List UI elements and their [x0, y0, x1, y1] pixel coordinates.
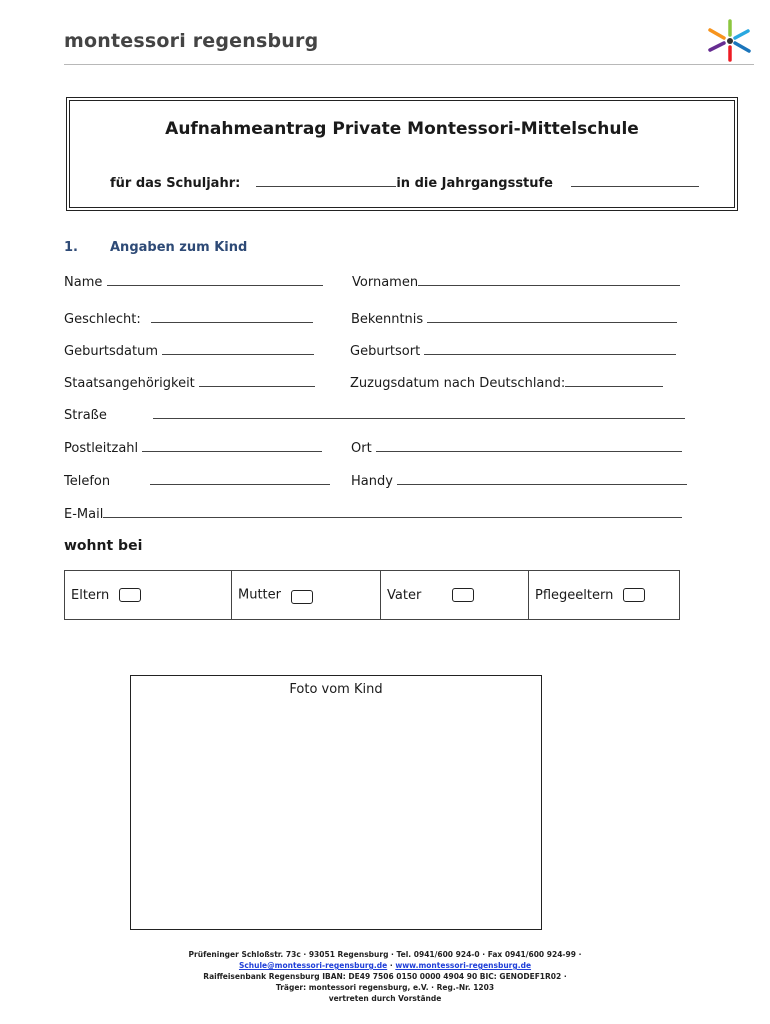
schoolyear-line — [110, 175, 699, 191]
school-email-link[interactable]: Schule@montessori-regensburg.de — [238, 961, 388, 970]
grade-label: in die Jahrgangsstufe — [396, 176, 554, 191]
geburtsort-label: Geburtsort — [350, 344, 421, 359]
geburtsort-field[interactable] — [424, 343, 676, 355]
footer — [0, 949, 770, 1004]
footer-representation: vertreten durch Vorstände — [328, 994, 442, 1003]
bekenntnis-label: Bekenntnis — [351, 312, 424, 327]
footer-bank: Raiffeisenbank Regensburg IBAN: DE49 7506 0150 0000 4904 90 BIC: GENODEF1R02 · — [203, 972, 567, 981]
option-label: Pflegeeltern — [535, 587, 614, 603]
geschlecht-row — [64, 311, 313, 327]
geburtsort-row — [350, 343, 676, 359]
section-heading — [64, 240, 247, 255]
footer-links — [0, 960, 770, 971]
section-number: 1. — [64, 240, 78, 255]
living-heading: wohnt bei — [64, 538, 143, 554]
strasse-field[interactable] — [153, 407, 685, 419]
footer-separator: · — [389, 961, 393, 970]
ort-row — [351, 440, 682, 456]
option-mutter — [232, 571, 381, 620]
telefon-row — [64, 473, 330, 489]
staatsangehoerigkeit-row — [64, 375, 315, 391]
form-title: Aufnahmeantrag Private Montessori-Mittelschule — [165, 119, 639, 139]
handy-field[interactable] — [397, 473, 687, 485]
staatsangehoerigkeit-field[interactable] — [199, 375, 315, 387]
email-row — [64, 506, 682, 522]
schoolyear-label: für das Schuljahr: — [110, 176, 241, 191]
mutter-checkbox[interactable] — [291, 590, 313, 604]
postleitzahl-field[interactable] — [142, 440, 322, 452]
vornamen-row — [352, 274, 680, 290]
postleitzahl-label: Postleitzahl — [64, 441, 139, 456]
footer-address: Prüfeninger Schloßstr. 73c · 93051 Regensburg · Tel. 0941/600 924-0 · Fax 0941/600 924-99 · — [188, 950, 582, 959]
strasse-label: Straße — [64, 408, 107, 423]
living-options-table — [64, 570, 680, 620]
zuzugsdatum-label: Zuzugsdatum nach Deutschland: — [350, 376, 566, 391]
bekenntnis-field[interactable] — [427, 311, 677, 323]
name-field[interactable] — [107, 274, 323, 286]
vornamen-label: Vornamen — [352, 275, 419, 290]
pflegeeltern-checkbox[interactable] — [623, 588, 645, 602]
grade-field[interactable] — [571, 175, 699, 187]
geschlecht-field[interactable] — [151, 311, 313, 323]
schoolyear-field[interactable] — [256, 175, 396, 187]
option-label: Eltern — [71, 587, 110, 603]
vater-checkbox[interactable] — [452, 588, 474, 602]
telefon-field[interactable] — [150, 473, 330, 485]
montessori-logo-icon — [704, 16, 752, 64]
photo-box[interactable] — [130, 675, 542, 930]
photo-label: Foto vom Kind — [289, 682, 383, 697]
website-link[interactable]: www.montessori-regensburg.de — [395, 961, 532, 970]
footer-carrier: Träger: montessori regensburg, e.V. · Reg.-Nr. 1203 — [275, 983, 495, 992]
option-vater — [381, 571, 529, 620]
brand-name: montessori regensburg — [64, 30, 319, 52]
ort-label: Ort — [351, 441, 372, 456]
zuzugsdatum-row — [350, 375, 663, 391]
email-field[interactable] — [103, 506, 682, 518]
eltern-checkbox[interactable] — [119, 588, 141, 602]
section-title: Angaben zum Kind — [110, 240, 248, 255]
email-label: E-Mail — [64, 507, 104, 522]
option-eltern — [65, 571, 232, 620]
geburtsdatum-field[interactable] — [162, 343, 314, 355]
option-pflegeeltern — [529, 571, 680, 620]
geburtsdatum-row — [64, 343, 314, 359]
name-label: Name — [64, 275, 103, 290]
application-title-box — [66, 97, 738, 211]
header-divider — [64, 64, 754, 65]
zuzugsdatum-field[interactable] — [565, 375, 663, 387]
option-label: Mutter — [238, 587, 281, 603]
telefon-label: Telefon — [64, 474, 111, 489]
strasse-row — [64, 407, 685, 423]
vornamen-field[interactable] — [418, 274, 680, 286]
option-label: Vater — [387, 587, 422, 603]
handy-row — [351, 473, 687, 489]
bekenntnis-row — [351, 311, 677, 327]
handy-label: Handy — [351, 474, 393, 489]
geburtsdatum-label: Geburtsdatum — [64, 344, 158, 359]
name-row — [64, 274, 323, 290]
ort-field[interactable] — [376, 440, 682, 452]
staatsangehoerigkeit-label: Staatsangehörigkeit — [64, 376, 195, 391]
geschlecht-label: Geschlecht: — [64, 312, 141, 327]
postleitzahl-row — [64, 440, 322, 456]
